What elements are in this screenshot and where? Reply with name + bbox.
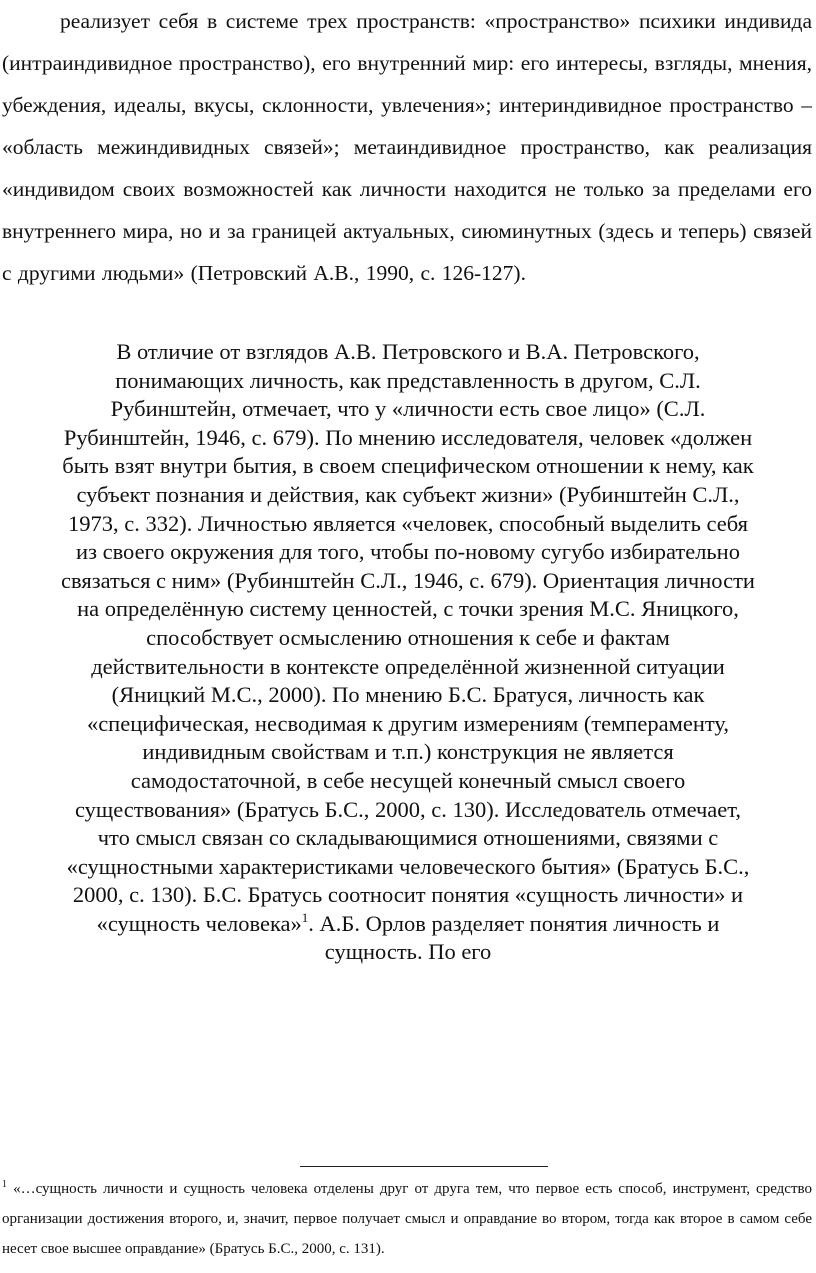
footnote-reference: 1 <box>301 909 309 925</box>
footnote <box>2 1174 812 1264</box>
body-paragraph-2-tail: . А.Б. Орлов разделяет понятия личность и сущность. По его <box>308 910 720 965</box>
body-paragraph-2-text: В отличие от взглядов А.В. Петровского и В.А. Петровского, понимающих личность, как представленность в другом, С.Л. Рубинштейн, отмечает, что у «личности есть свое лицо» (С.Л. Рубинштейн, 1946, с. 679). По мнению исследователя, человек «должен быть взят внутри бытия, в своем специфическом отношении к нему, как субъект познания и действия, как субъект жизни» (Рубинштейн С.Л., 1973, с. 332). Личностью является «человек, способный выделить себя из своего окружения для того, чтобы по-новому сугубо избирательно связаться с ним» (Рубинштейн С.Л., 1946, с. 679). Ориентация личности на определённую систему ценностей, с точки зрения М.С. Яницкого, способствует осмыслению отношения к себе и фактам действительности в контексте определённой жизненной ситуации (Яницкий М.С., 2000). По мнению Б.С. Братуся, личность как «специфическая, несводимая к другим измерениям (темпераменту, индивидным свойствам и т.п.) конструкция не является самодостаточной, в себе несущей конечный смысл своего существования» (Братусь Б.С., 2000, с. 130). Исследователь отмечает, что смысл связан со складывающимися отношениями, связями с «сущностными характеристиками человеческого бытия» (Братусь Б.С., 2000, с. 130). Б.С. Братусь соотносит понятия «сущность личности» и «сущность человека» <box>61 339 755 936</box>
footnote-text: «…сущность личности и сущность человека отделены друг от друга тем, что первое есть способ, инструмент, средство организации достижения второго, и, значит, первое получает смысл и оправдание во втором, тогда как второе в самом себе несет свое высшее оправдание» (Братусь Б.С., 2000, с. 131). <box>2 1181 812 1257</box>
body-paragraph-1: реализует себя в системе трех пространств: «пространство» психики индивида (интраиндивидное пространство), его внутренний мир: его интересы, взгляды, мнения, убеждения, идеалы, вкусы, склонности, увлечения»; интериндивидное пространство – «область межиндивидных связей»; метаиндивидное пространство, как реализация «индивидом своих возможностей как личности находится не только за пределами его внутреннего мира, но и за границей актуальных, сиюминутных (здесь и теперь) связей с другими людьми» (Петровский А.В., 1990, с. 126-127). <box>2 9 812 285</box>
body-paragraph-2 <box>58 338 758 967</box>
footnote-separator <box>300 1166 548 1167</box>
footnote-marker: 1 <box>2 1179 7 1190</box>
